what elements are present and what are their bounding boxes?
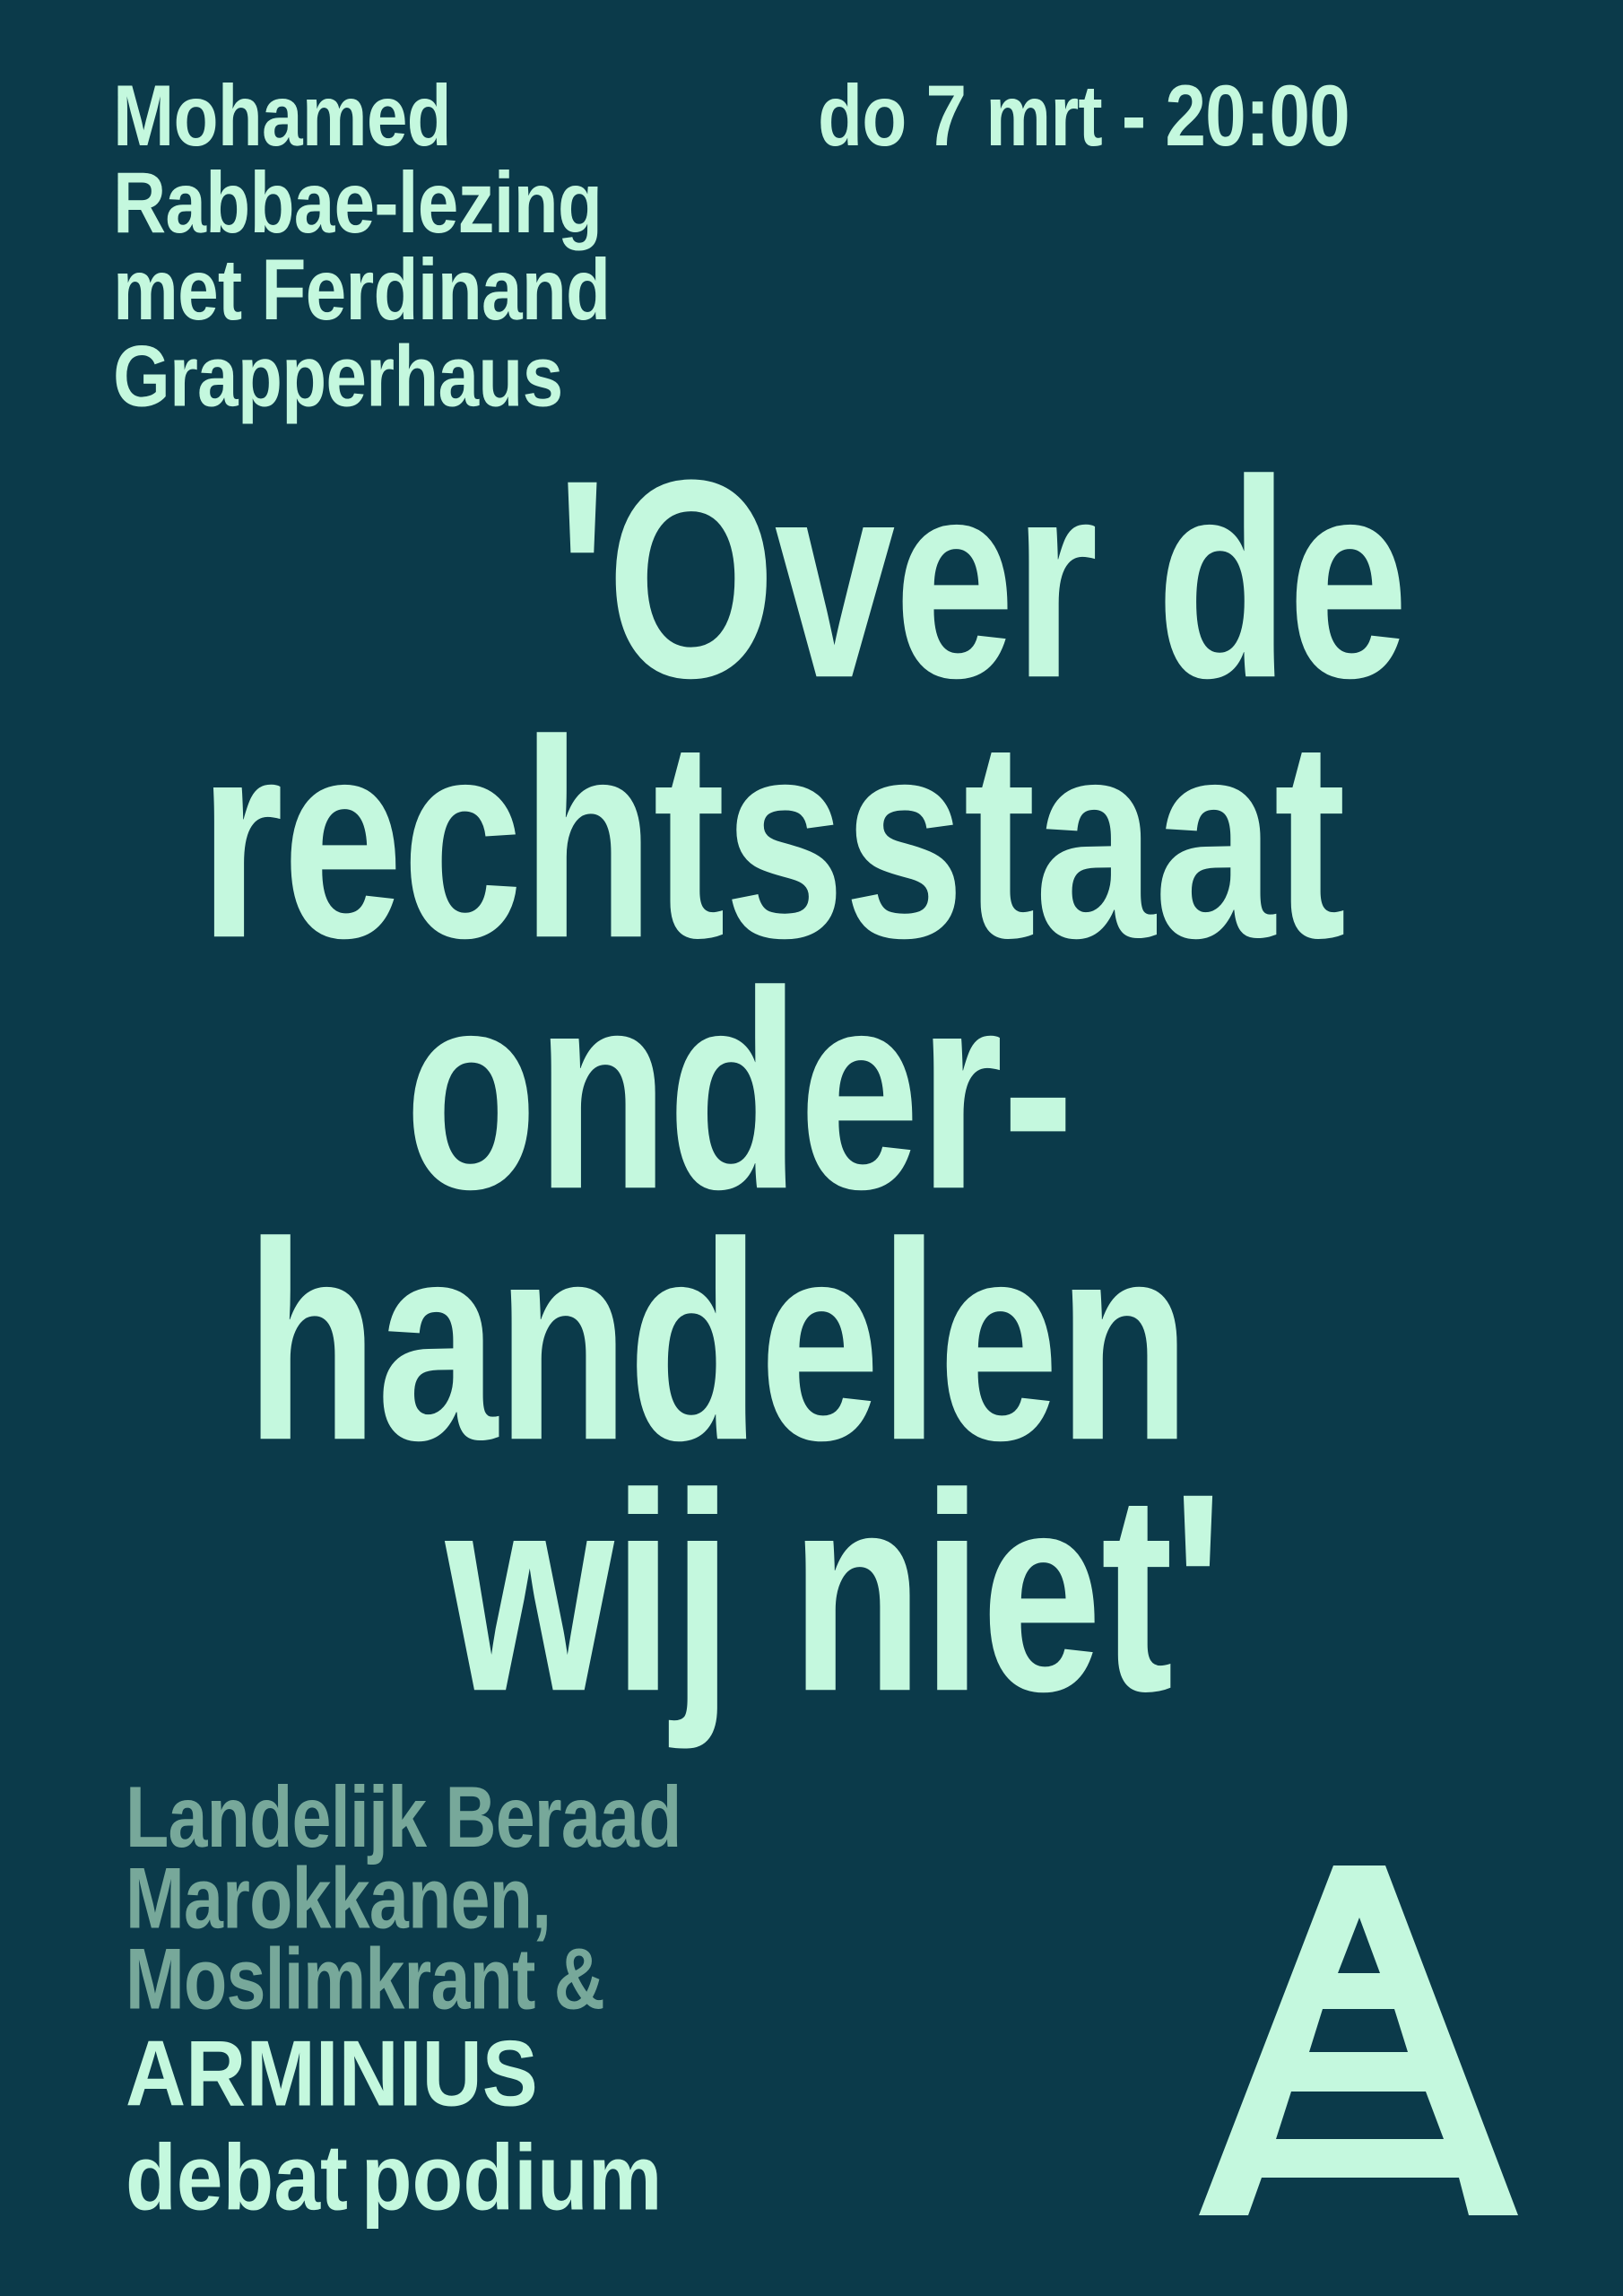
event-name-line: Mohamed [113, 68, 451, 165]
organizers [126, 1768, 681, 2028]
organizer-line: Marokkanen, [126, 1848, 551, 1947]
event-name-line: Rabbae-lezing [113, 154, 603, 252]
arminius-a-icon [1199, 1866, 1518, 2215]
organizer-line: Landelijk Beraad [126, 1768, 681, 1866]
organizer-line: Moslimkrant & [126, 1929, 605, 2028]
title-line-1: 'Over de [556, 422, 1408, 737]
title-line-3: onder- [404, 933, 1073, 1248]
event-name-line: Grapperhaus [113, 328, 563, 425]
event-name-line: met Ferdinand [113, 241, 611, 338]
brand-tagline: debat podium [126, 2125, 663, 2230]
title-line-4: handelen [245, 1184, 1190, 1500]
event-datetime: do 7 mrt - 20:00 [818, 68, 1350, 165]
title-line-2: rechtsstaat [199, 682, 1345, 997]
brand-name: ARMINIUS [126, 2021, 538, 2126]
event-name [113, 68, 611, 425]
title-line-5: wij niet' [445, 1435, 1223, 1751]
